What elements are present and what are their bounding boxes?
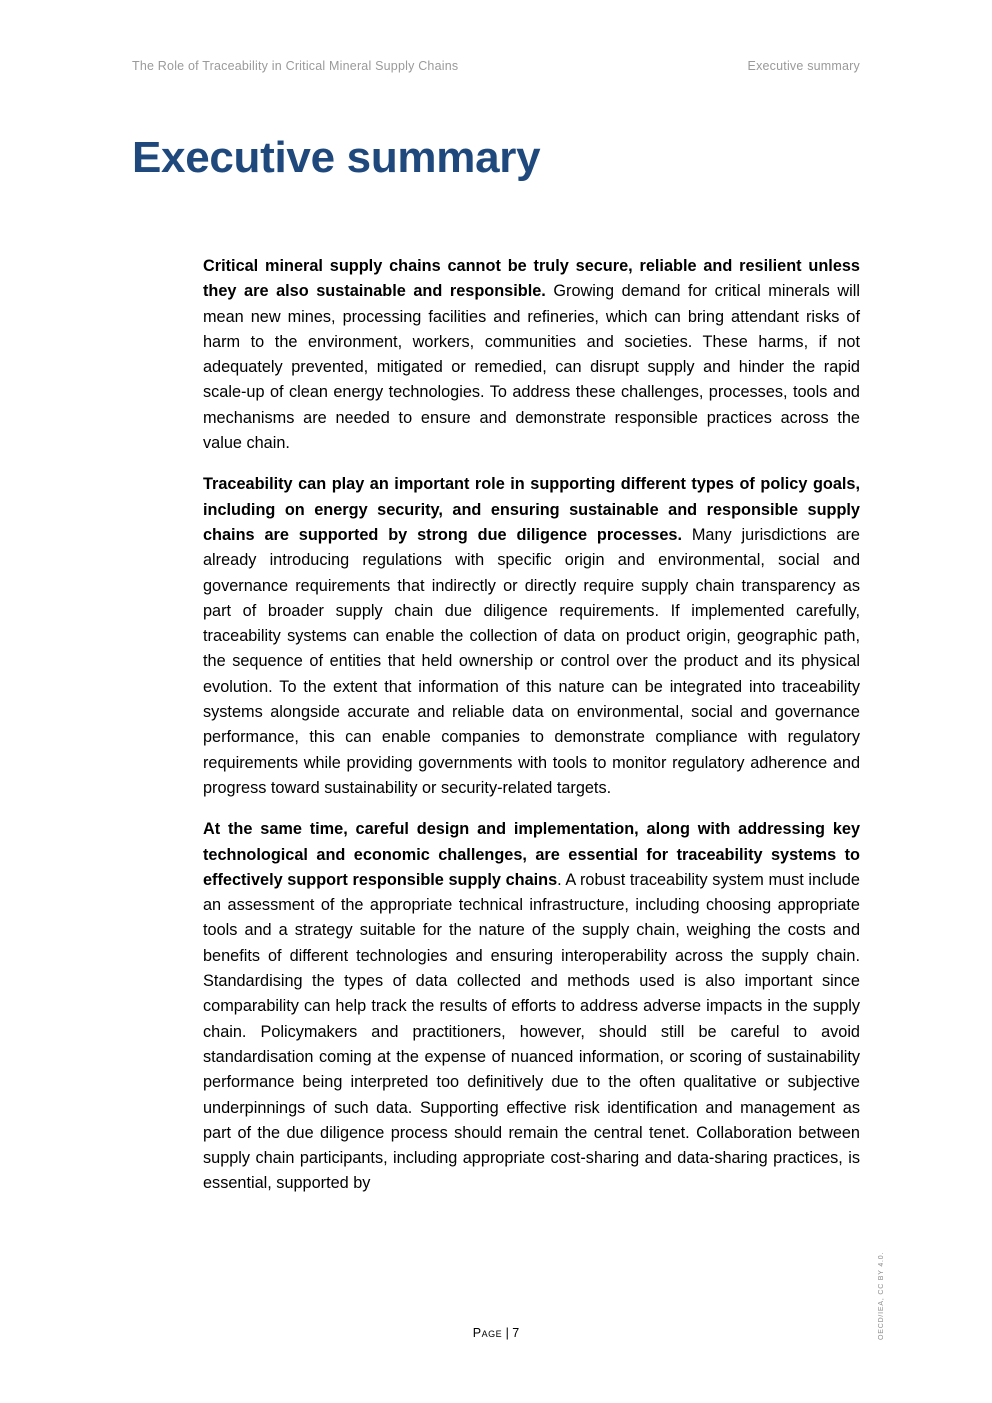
page-label: Page <box>472 1326 503 1340</box>
page-title: Executive summary <box>132 133 541 182</box>
summary-body <box>203 254 860 1213</box>
paragraph-text: Many jurisdictions are already introducing regulations with specific origin and environmental, social and governance requirements that indirectly or directly require supply chain transparency as part of broader supply chain due diligence requirements. If implemented carefully, traceability systems can enable the collection of data on product origin, geographic path, the sequence of entities that held ownership or control over the product and its physical evolution. To the extent that information of this nature can be integrated into traceability systems alongside accurate and reliable data on environmental, social and governance performance, this can enable companies to demonstrate compliance with regulatory requirements while providing governments with tools to monitor regulatory adherence and progress toward sustainability or security-related targets. <box>203 525 860 797</box>
page-number: 7 <box>512 1326 520 1340</box>
paragraph-lead: At the same time, careful design and implementation, along with addressing key technological and economic challenges, are essential for traceability systems to effectively support responsible supply chains <box>203 820 860 889</box>
page-footer <box>0 1326 992 1340</box>
paragraph-lead: Critical mineral supply chains cannot be truly secure, reliable and resilient unless they are also sustainable and responsible. <box>203 257 860 301</box>
paragraph-text: . A robust traceability system must include an assessment of the appropriate technical infrastructure, including choosing appropriate tools and a strategy suitable for the nature of the supply chain, weighing the costs and benefits of different technologies and ensuring interoperability across the supply chain. Standardising the types of data collected and methods used is also important since comparability can help track the results of efforts to address adverse impacts in the supply chain. Policymakers and practitioners, however, should still be careful to avoid standardisation coming at the expense of nuanced information, or scoring of sustainability performance being interpreted too definitively due to the often qualitative or subjective underpinnings of such data. Supporting effective risk identification and management as part of the due diligence process should remain the central tenet. Collaboration between supply chain participants, including appropriate cost-sharing and data-sharing practices, is essential, supported by <box>203 870 860 1193</box>
paragraph-lead: Traceability can play an important role in supporting different types of policy goals, including on energy security, and ensuring sustainable and responsible supply chains are supported by strong due diligence processes. <box>203 475 860 544</box>
header-section-name: Executive summary <box>747 59 860 73</box>
license-credit: OECD/IEA, CC BY 4.0. <box>878 1251 885 1340</box>
paragraph-text: Growing demand for critical minerals will mean new mines, processing facilities and refineries, which can bring attendant risks of harm to the environment, workers, communities and societies. These harms, if not adequately prevented, mitigated or remedied, can disrupt supply and hinder the rapid scale-up of clean energy technologies. To address these challenges, processes, tools and mechanisms are needed to ensure and demonstrate responsible practices across the value chain. <box>203 282 860 453</box>
header-document-title: The Role of Traceability in Critical Mineral Supply Chains <box>132 59 459 73</box>
paragraph <box>203 472 860 801</box>
page-separator: | <box>502 1326 513 1340</box>
running-header <box>132 59 860 75</box>
paragraph <box>203 817 860 1196</box>
paragraph <box>203 254 860 456</box>
